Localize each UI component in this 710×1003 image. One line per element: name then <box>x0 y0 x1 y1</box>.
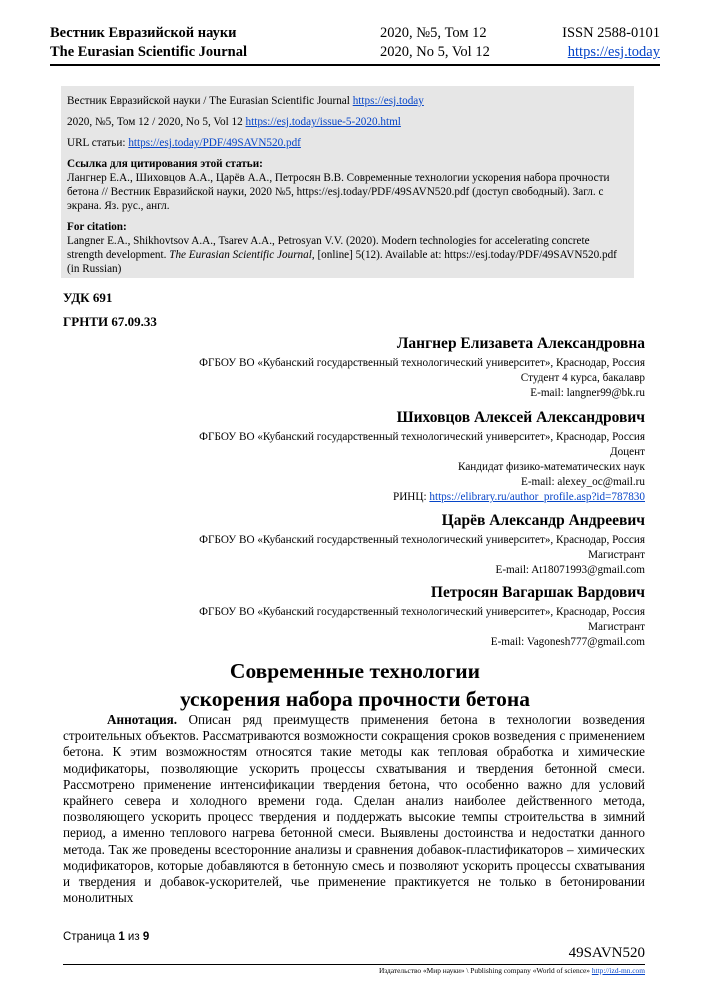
grnti-code: ГРНТИ 67.09.33 <box>63 314 157 329</box>
author-affiliation: ФГБОУ ВО «Кубанский государственный технологический университет», Краснодар, Россия <box>199 606 645 618</box>
page-of: из <box>124 931 143 943</box>
rinc-label: РИНЦ: <box>393 491 430 503</box>
author-email: E-mail: Vagonesh777@gmail.com <box>490 636 645 648</box>
document-id: 49SAVN520 <box>568 945 645 961</box>
author-name: Петросян Вагаршак Вардович <box>430 584 645 601</box>
author-affiliation: ФГБОУ ВО «Кубанский государственный технологический университет», Краснодар, Россия <box>199 357 645 369</box>
cite-en-journal: The Eurasian Scientific Journal <box>169 249 312 261</box>
journal-name-ru: Вестник Евразийской науки <box>50 25 237 41</box>
journal-name-en: The Eurasian Scientific Journal <box>50 44 247 60</box>
cite-en-part1: Langner E.A., Shikhovtsov A.A., Tsarev A.A., Petrosyan V.V. (2020). Modern technologies for accelerating concrete strength development. <box>67 235 590 261</box>
abstract-text: Описан ряд преимуществ применения бетона в технологии возведения строительных объектов. Рассматриваются возможности сокращения сроков возведения с применением бетона. К этим возможностям относятся такие методы как тепловая обработка и химические модификаторы, позволяющие ускорить процессы схватывания и твердения бетонной смеси. Рассмотрено применение интенсификации твердения бетона, что особенно важно для условий крайнего севера и холодного времени года. Сделан анализ наиболее действенного метода, позволяющего ускорить процесс твердения и поддержать высокие темпы строительства в зимний период, а именно теплового нагрева бетонной смеси. Выявлены достоинства и недостатки данного метода. Так же проведены всесторонние анализы и сравнения добавок-пластификаторов – химических модификаторов, которые добавляются в бетонную смесь и позволяют ускорить процессы схватывания и твердения и добавок-ускорителей, чье применение практикуется не только в бетонировании монолитных <box>63 712 645 906</box>
issn: ISSN 2588-0101 <box>562 25 660 41</box>
author-name: Шиховцов Алексей Александрович <box>396 409 645 426</box>
issue-link[interactable]: https://esj.today/issue-5-2020.html <box>245 116 401 128</box>
abstract-label: Аннотация. <box>107 712 178 727</box>
author-email: E-mail: At18071993@gmail.com <box>495 564 645 576</box>
author-position: Магистрант <box>588 621 645 633</box>
author-position: Магистрант <box>588 549 645 561</box>
citation-infobox <box>61 86 634 278</box>
issue-ru: 2020, №5, Том 12 <box>380 25 487 41</box>
page-current: 1 <box>118 931 125 943</box>
page-number <box>63 931 149 943</box>
infobox-line2: 2020, №5, Том 12 / 2020, No 5, Vol 12 <box>67 116 246 128</box>
infobox-line1: Вестник Евразийской науки / The Eurasian Scientific Journal <box>67 95 353 107</box>
author-name: Лангнер Елизавета Александровна <box>396 335 645 352</box>
article-title-line2: ускорения набора прочности бетона <box>179 687 531 711</box>
issue-en: 2020, No 5, Vol 12 <box>380 44 490 60</box>
journal-link[interactable]: https://esj.today <box>352 95 424 107</box>
author-position: Студент 4 курса, бакалавр <box>520 372 645 384</box>
author-degree: Кандидат физико-математических наук <box>458 461 645 473</box>
publisher-line <box>379 966 645 975</box>
author-position: Доцент <box>609 446 645 458</box>
cite-ru-text: Лангнер Е.А., Шиховцов А.А., Царёв А.А., Петросян В.В. Современные технологии ускорения набора прочности бетона // Вестник Евразийской науки, 2020 №5, https://esj.today/PDF/49SAVN520.pdf (доступ свободный). Загл. с экрана. Яз. рус., англ. <box>67 172 610 212</box>
journal-header <box>50 24 660 66</box>
abstract <box>63 712 645 906</box>
udk-code: УДК 691 <box>63 290 113 305</box>
author-block <box>45 583 645 650</box>
author-block <box>45 511 645 578</box>
page-total: 9 <box>142 931 150 943</box>
author-block <box>45 408 645 505</box>
header-divider <box>50 64 660 66</box>
cite-en-part2: , [online] 5(12). Available at: https://esj.today/PDF/49SAVN520.pdf (in Russian) <box>67 249 617 275</box>
publisher-link[interactable]: http://izd-mn.com <box>591 966 645 975</box>
author-name: Царёв Александр Андреевич <box>441 512 645 529</box>
article-title-line1: Современные технологии <box>229 659 481 683</box>
cite-ru-heading: Ссылка для цитирования этой статьи: <box>67 158 263 170</box>
journal-site-link[interactable]: https://esj.today <box>567 44 660 60</box>
footer-divider <box>63 964 645 965</box>
publisher-text: Издательство «Мир науки» \ Publishing company «World of science» <box>378 966 592 975</box>
header-row-ru <box>50 24 660 43</box>
page-prefix: Страница <box>63 931 119 943</box>
rinc-link[interactable]: https://elibrary.ru/author_profile.asp?id=787830 <box>429 491 645 503</box>
cite-en-heading: For citation: <box>67 221 127 233</box>
author-block <box>45 334 645 401</box>
author-affiliation: ФГБОУ ВО «Кубанский государственный технологический университет», Краснодар, Россия <box>199 534 645 546</box>
article-url-link[interactable]: https://esj.today/PDF/49SAVN520.pdf <box>128 137 301 149</box>
author-email: E-mail: alexey_oc@mail.ru <box>521 476 645 488</box>
author-affiliation: ФГБОУ ВО «Кубанский государственный технологический университет», Краснодар, Россия <box>199 431 645 443</box>
article-title <box>0 657 710 713</box>
header-row-en <box>50 43 660 62</box>
author-email: E-mail: langner99@bk.ru <box>530 387 645 399</box>
article-url-label: URL статьи: <box>67 137 129 149</box>
